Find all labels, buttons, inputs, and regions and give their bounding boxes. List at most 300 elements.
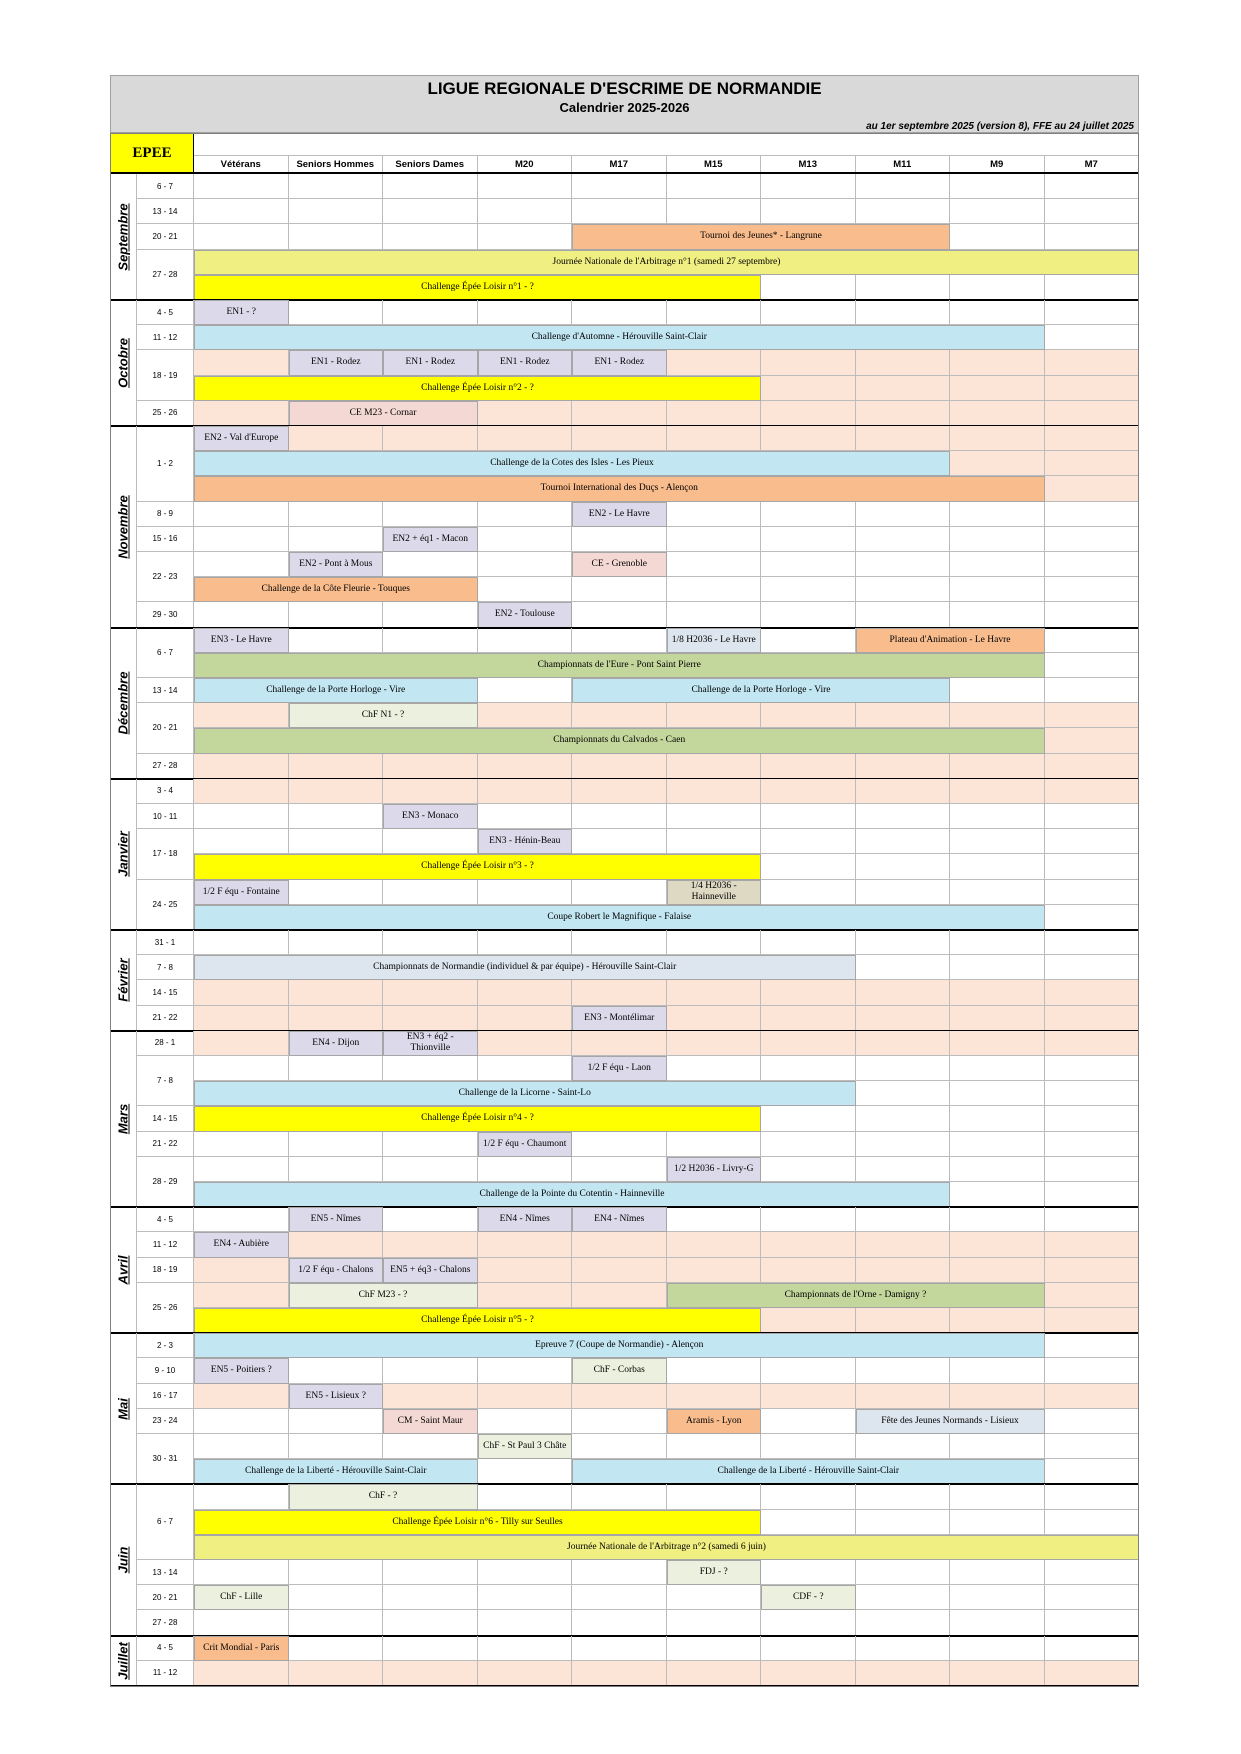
grid-cell: [1045, 955, 1140, 980]
week-label: 30 - 31: [137, 1434, 194, 1484]
grid-cell: [667, 1258, 762, 1283]
month-name: Juin: [115, 1546, 131, 1574]
column-header: M13: [761, 155, 856, 173]
grid-cell: [478, 1258, 573, 1283]
week-label: 17 - 18: [137, 829, 194, 879]
grid-cell: [761, 426, 856, 451]
grid-cell: [1045, 451, 1140, 476]
grid-cell: [667, 502, 762, 527]
month-label: [110, 930, 137, 1031]
grid-cell: [950, 678, 1045, 703]
grid-cell: [667, 552, 762, 577]
week-label: 4 - 5: [137, 300, 194, 325]
event-cell: Challenge de la Pointe du Cotentin - Hainneville: [194, 1182, 950, 1207]
grid-cell: [667, 980, 762, 1005]
grid-cell: [478, 1409, 573, 1434]
grid-cell: [383, 426, 478, 451]
grid-cell: [383, 1585, 478, 1610]
grid-cell: [478, 224, 573, 249]
grid-cell: [194, 754, 289, 779]
grid-cell: [667, 930, 762, 955]
grid-cell: [194, 930, 289, 955]
event-cell: Tournoi International des Duçs - Alençon: [194, 476, 1045, 501]
grid-cell: [572, 1661, 667, 1686]
week-label: 18 - 19: [137, 1258, 194, 1283]
event-cell: Aramis - Lyon: [667, 1409, 762, 1434]
grid-cell: [950, 1106, 1045, 1131]
grid-cell: [194, 1283, 289, 1308]
grid-cell: [761, 1636, 856, 1661]
event-cell: Journée Nationale de l'Arbitrage n°1 (samedi 27 septembre): [194, 250, 1139, 275]
grid-cell: [194, 804, 289, 829]
event-cell: Challenge de la Liberté - Hérouville Saint-Clair: [572, 1459, 1045, 1484]
month-name: Octobre: [115, 338, 131, 388]
grid-cell: [194, 350, 289, 375]
grid-cell: [761, 1560, 856, 1585]
grid-cell: [194, 1006, 289, 1031]
grid-cell: [194, 602, 289, 627]
event-cell: EN4 - Dijon: [289, 1031, 384, 1056]
grid-cell: [761, 1384, 856, 1409]
grid-cell: [761, 628, 856, 653]
grid-cell: [572, 880, 667, 905]
grid-cell: [478, 930, 573, 955]
grid-cell: [667, 1384, 762, 1409]
grid-cell: [572, 703, 667, 728]
grid-cell: [478, 300, 573, 325]
event-cell: CM - Saint Maur: [383, 1409, 478, 1434]
grid-cell: [950, 552, 1045, 577]
grid-cell: [761, 1434, 856, 1459]
grid-cell: [289, 426, 384, 451]
grid-cell: [950, 1207, 1045, 1232]
grid-cell: [856, 300, 951, 325]
week-label: 6 - 7: [137, 628, 194, 678]
grid-cell: [383, 602, 478, 627]
grid-cell: [1045, 930, 1140, 955]
grid-cell: [1045, 577, 1140, 602]
grid-cell: [667, 199, 762, 224]
week-label: 14 - 15: [137, 1106, 194, 1131]
grid-cell: [572, 1585, 667, 1610]
grid-cell: [572, 1132, 667, 1157]
page-subtitle: Calendrier 2025-2026: [559, 100, 690, 115]
grid-cell: [478, 1157, 573, 1182]
grid-cell: [478, 552, 573, 577]
grid-cell: [950, 300, 1045, 325]
grid-cell: [1045, 1384, 1140, 1409]
grid-cell: [667, 1031, 762, 1056]
grid-cell: [950, 401, 1045, 426]
grid-cell: [761, 174, 856, 199]
grid-cell: [289, 804, 384, 829]
grid-cell: [1045, 1207, 1140, 1232]
event-cell: Championnats de Normandie (individuel & par équipe) - Hérouville Saint-Clair: [194, 955, 856, 980]
grid-cell: [383, 829, 478, 854]
grid-cell: [950, 1661, 1045, 1686]
grid-cell: [383, 502, 478, 527]
grid-cell: [856, 1056, 951, 1081]
event-cell: Championnats de l'Orne - Damigny ?: [667, 1283, 1045, 1308]
grid-cell: [856, 1384, 951, 1409]
column-header: M17: [572, 155, 667, 173]
grid-cell: [667, 1006, 762, 1031]
grid-cell: [950, 199, 1045, 224]
grid-cell: [1045, 552, 1140, 577]
grid-cell: [761, 577, 856, 602]
event-cell: EN1 - Rodez: [289, 350, 384, 375]
event-cell: EN1 - ?: [194, 300, 289, 325]
grid-cell: [761, 1308, 856, 1333]
grid-cell: [856, 350, 951, 375]
grid-cell: [761, 1258, 856, 1283]
grid-cell: [194, 199, 289, 224]
grid-cell: [856, 930, 951, 955]
event-cell: EN2 - Le Havre: [572, 502, 667, 527]
week-label: 29 - 30: [137, 602, 194, 627]
week-label: 9 - 10: [137, 1358, 194, 1383]
event-cell: Journée Nationale de l'Arbitrage n°2 (samedi 6 juin): [194, 1535, 1139, 1560]
grid-cell: [383, 1132, 478, 1157]
month-label: [110, 1333, 137, 1484]
grid-cell: [856, 1358, 951, 1383]
week-label: 18 - 19: [137, 350, 194, 400]
grid-cell: [950, 703, 1045, 728]
event-cell: FDJ - ?: [667, 1560, 762, 1585]
grid-cell: [761, 401, 856, 426]
grid-cell: [950, 1157, 1045, 1182]
grid-cell: [1045, 1308, 1140, 1333]
grid-cell: [1045, 905, 1140, 930]
event-cell: EN3 - Hénin-Beau: [478, 829, 573, 854]
grid-cell: [950, 275, 1045, 300]
grid-cell: [1045, 476, 1140, 501]
grid-cell: [950, 224, 1045, 249]
grid-cell: [572, 1283, 667, 1308]
grid-cell: [1045, 628, 1140, 653]
grid-cell: [761, 1610, 856, 1635]
grid-cell: [383, 1056, 478, 1081]
grid-cell: [761, 880, 856, 905]
month-name: Mai: [115, 1397, 131, 1420]
grid-cell: [383, 300, 478, 325]
grid-cell: [1045, 1610, 1140, 1635]
grid-cell: [194, 174, 289, 199]
grid-cell: [478, 1358, 573, 1383]
grid-cell: [761, 300, 856, 325]
week-label: 11 - 12: [137, 325, 194, 350]
column-header: M15: [667, 155, 762, 173]
grid-cell: [478, 880, 573, 905]
grid-cell: [856, 199, 951, 224]
grid-cell: [856, 502, 951, 527]
grid-cell: [856, 1585, 951, 1610]
grid-cell: [289, 1434, 384, 1459]
event-cell: EN4 - Nîmes: [572, 1207, 667, 1232]
grid-cell: [950, 829, 1045, 854]
event-cell: 1/4 H2036 - Hainneville: [667, 880, 762, 905]
grid-cell: [289, 980, 384, 1005]
grid-cell: [383, 1358, 478, 1383]
grid-cell: [761, 1484, 856, 1509]
grid-cell: [289, 527, 384, 552]
grid-cell: [383, 930, 478, 955]
event-cell: EN2 + éq1 - Macon: [383, 527, 478, 552]
grid-cell: [383, 174, 478, 199]
grid-cell: [194, 1056, 289, 1081]
grid-cell: [856, 829, 951, 854]
column-header: M20: [478, 155, 573, 173]
grid-cell: [667, 174, 762, 199]
grid-cell: [572, 1560, 667, 1585]
event-cell: CE - Grenoble: [572, 552, 667, 577]
grid-cell: [1045, 728, 1140, 753]
grid-cell: [950, 1308, 1045, 1333]
week-label: 11 - 12: [137, 1661, 194, 1686]
week-label: 3 - 4: [137, 779, 194, 804]
grid-cell: [667, 300, 762, 325]
grid-cell: [950, 1434, 1045, 1459]
grid-cell: [1045, 502, 1140, 527]
event-cell: ChF - Corbas: [572, 1358, 667, 1383]
grid-cell: [856, 527, 951, 552]
grid-cell: [383, 1560, 478, 1585]
grid-cell: [761, 930, 856, 955]
grid-cell: [950, 1510, 1045, 1535]
grid-cell: [1045, 1056, 1140, 1081]
grid-cell: [478, 980, 573, 1005]
grid-cell: [478, 1661, 573, 1686]
grid-cell: [856, 880, 951, 905]
grid-cell: [856, 174, 951, 199]
grid-cell: [572, 1636, 667, 1661]
grid-cell: [761, 1031, 856, 1056]
week-label: 27 - 28: [137, 1610, 194, 1635]
event-cell: Challenge Épée Loisir n°6 - Tilly sur Seulles: [194, 1510, 761, 1535]
week-label: 25 - 26: [137, 401, 194, 426]
grid-cell: [478, 1585, 573, 1610]
grid-cell: [950, 502, 1045, 527]
grid-cell: [572, 930, 667, 955]
grid-cell: [856, 1157, 951, 1182]
grid-cell: [950, 1484, 1045, 1509]
event-cell: Tournoi des Jeunes* - Langrune: [572, 224, 950, 249]
grid-cell: [572, 401, 667, 426]
grid-cell: [572, 199, 667, 224]
grid-cell: [1045, 527, 1140, 552]
grid-cell: [761, 829, 856, 854]
grid-cell: [194, 1661, 289, 1686]
week-label: 6 - 7: [137, 1484, 194, 1560]
grid-cell: [478, 502, 573, 527]
grid-cell: [761, 754, 856, 779]
grid-cell: [572, 602, 667, 627]
week-label: 4 - 5: [137, 1207, 194, 1232]
grid-cell: [383, 880, 478, 905]
grid-cell: [1045, 829, 1140, 854]
grid-cell: [572, 1258, 667, 1283]
grid-cell: [383, 224, 478, 249]
grid-cell: [856, 1258, 951, 1283]
grid-cell: [856, 1484, 951, 1509]
grid-cell: [194, 1157, 289, 1182]
grid-cell: [1045, 1585, 1140, 1610]
event-cell: ChF - Lille: [194, 1585, 289, 1610]
grid-cell: [761, 1207, 856, 1232]
grid-cell: [1045, 1434, 1140, 1459]
grid-cell: [194, 502, 289, 527]
event-cell: 1/2 F équ - Laon: [572, 1056, 667, 1081]
column-header: Seniors Dames: [383, 155, 478, 173]
grid-cell: [667, 703, 762, 728]
column-header: M9: [950, 155, 1045, 173]
month-separator: [110, 1685, 1139, 1687]
grid-cell: [194, 1132, 289, 1157]
grid-cell: [478, 1636, 573, 1661]
grid-cell: [383, 1207, 478, 1232]
grid-cell: [1045, 275, 1140, 300]
week-label: 2 - 3: [137, 1333, 194, 1358]
grid-cell: [761, 350, 856, 375]
event-cell: EN5 - Poitiers ?: [194, 1358, 289, 1383]
month-name: Avril: [115, 1255, 131, 1285]
grid-cell: [572, 980, 667, 1005]
grid-cell: [667, 779, 762, 804]
grid-cell: [572, 300, 667, 325]
grid-cell: [667, 754, 762, 779]
grid-cell: [950, 350, 1045, 375]
grid-cell: [289, 1585, 384, 1610]
grid-cell: [572, 577, 667, 602]
grid-cell: [478, 1283, 573, 1308]
grid-cell: [856, 426, 951, 451]
grid-cell: [667, 1661, 762, 1686]
week-label: 20 - 21: [137, 1585, 194, 1610]
grid-cell: [289, 930, 384, 955]
grid-cell: [950, 854, 1045, 879]
grid-cell: [1045, 376, 1140, 401]
event-cell: ChF N1 - ?: [289, 703, 478, 728]
month-label: [110, 1031, 137, 1207]
grid-cell: [950, 451, 1045, 476]
grid-cell: [572, 1157, 667, 1182]
week-label: 20 - 21: [137, 703, 194, 753]
month-label: [110, 779, 137, 930]
week-label: 7 - 8: [137, 1056, 194, 1106]
grid-cell: [1045, 325, 1140, 350]
month-name: Septembre: [115, 203, 131, 271]
month-label: [110, 1207, 137, 1333]
event-cell: EN1 - Rodez: [383, 350, 478, 375]
month-name: Décembre: [115, 671, 131, 735]
grid-cell: [1045, 1358, 1140, 1383]
grid-cell: [1045, 1006, 1140, 1031]
week-label: 13 - 14: [137, 1560, 194, 1585]
month-name: Juillet: [115, 1641, 131, 1680]
grid-cell: [1045, 224, 1140, 249]
grid-cell: [856, 1081, 951, 1106]
grid-cell: [761, 376, 856, 401]
week-label: 16 - 17: [137, 1384, 194, 1409]
event-cell: EN1 - Rodez: [478, 350, 573, 375]
grid-cell: [1045, 1409, 1140, 1434]
column-header: M11: [856, 155, 951, 173]
month-label: [110, 628, 137, 779]
grid-cell: [667, 1585, 762, 1610]
week-label: 28 - 29: [137, 1157, 194, 1207]
grid-cell: [572, 1434, 667, 1459]
grid-cell: [383, 199, 478, 224]
event-cell: EN3 - Montélimar: [572, 1006, 667, 1031]
grid-cell: [667, 804, 762, 829]
grid-cell: [289, 1157, 384, 1182]
event-cell: Challenge de la Porte Horloge - Vire: [572, 678, 950, 703]
grid-cell: [289, 174, 384, 199]
grid-cell: [478, 1384, 573, 1409]
grid-cell: [1045, 1636, 1140, 1661]
grid-cell: [572, 426, 667, 451]
grid-cell: [950, 930, 1045, 955]
grid-cell: [761, 502, 856, 527]
grid-cell: [761, 1132, 856, 1157]
grid-cell: [950, 980, 1045, 1005]
grid-cell: [950, 602, 1045, 627]
event-cell: EN3 - Monaco: [383, 804, 478, 829]
grid-cell: [478, 804, 573, 829]
event-cell: EN3 - Le Havre: [194, 628, 289, 653]
grid-cell: [194, 1560, 289, 1585]
grid-cell: [572, 527, 667, 552]
week-label: 13 - 14: [137, 199, 194, 224]
grid-cell: [478, 1232, 573, 1257]
grid-cell: [667, 1610, 762, 1635]
grid-cell: [667, 426, 762, 451]
week-label: 1 - 2: [137, 426, 194, 502]
grid-cell: [1045, 174, 1140, 199]
grid-cell: [1045, 854, 1140, 879]
event-cell: 1/2 H2036 - Livry-G: [667, 1157, 762, 1182]
calendar-grid: [110, 133, 1139, 1688]
event-cell: EN2 - Val d'Europe: [194, 426, 289, 451]
event-cell: Challenge Épée Loisir n°5 - ?: [194, 1308, 761, 1333]
event-cell: Championnats de l'Eure - Pont Saint Pierre: [194, 653, 1045, 678]
event-cell: ChF - St Paul 3 Châte: [478, 1434, 573, 1459]
grid-cell: [856, 1006, 951, 1031]
grid-cell: [856, 376, 951, 401]
week-label: 28 - 1: [137, 1031, 194, 1056]
grid-cell: [572, 1484, 667, 1509]
grid-cell: [289, 1132, 384, 1157]
grid-cell: [1045, 401, 1140, 426]
grid-cell: [289, 199, 384, 224]
event-cell: 1/2 F équ - Fontaine: [194, 880, 289, 905]
grid-cell: [572, 804, 667, 829]
grid-cell: [950, 1585, 1045, 1610]
grid-cell: [761, 275, 856, 300]
event-cell: Challenge de la Cotes des Isles - Les Pieux: [194, 451, 950, 476]
grid-cell: [478, 1560, 573, 1585]
grid-cell: [478, 1484, 573, 1509]
grid-cell: [856, 804, 951, 829]
grid-cell: [289, 1006, 384, 1031]
grid-cell: [289, 300, 384, 325]
grid-cell: [761, 199, 856, 224]
grid-cell: [478, 1610, 573, 1635]
grid-cell: [194, 1409, 289, 1434]
grid-cell: [1045, 1661, 1140, 1686]
grid-cell: [950, 1258, 1045, 1283]
grid-cell: [856, 1232, 951, 1257]
